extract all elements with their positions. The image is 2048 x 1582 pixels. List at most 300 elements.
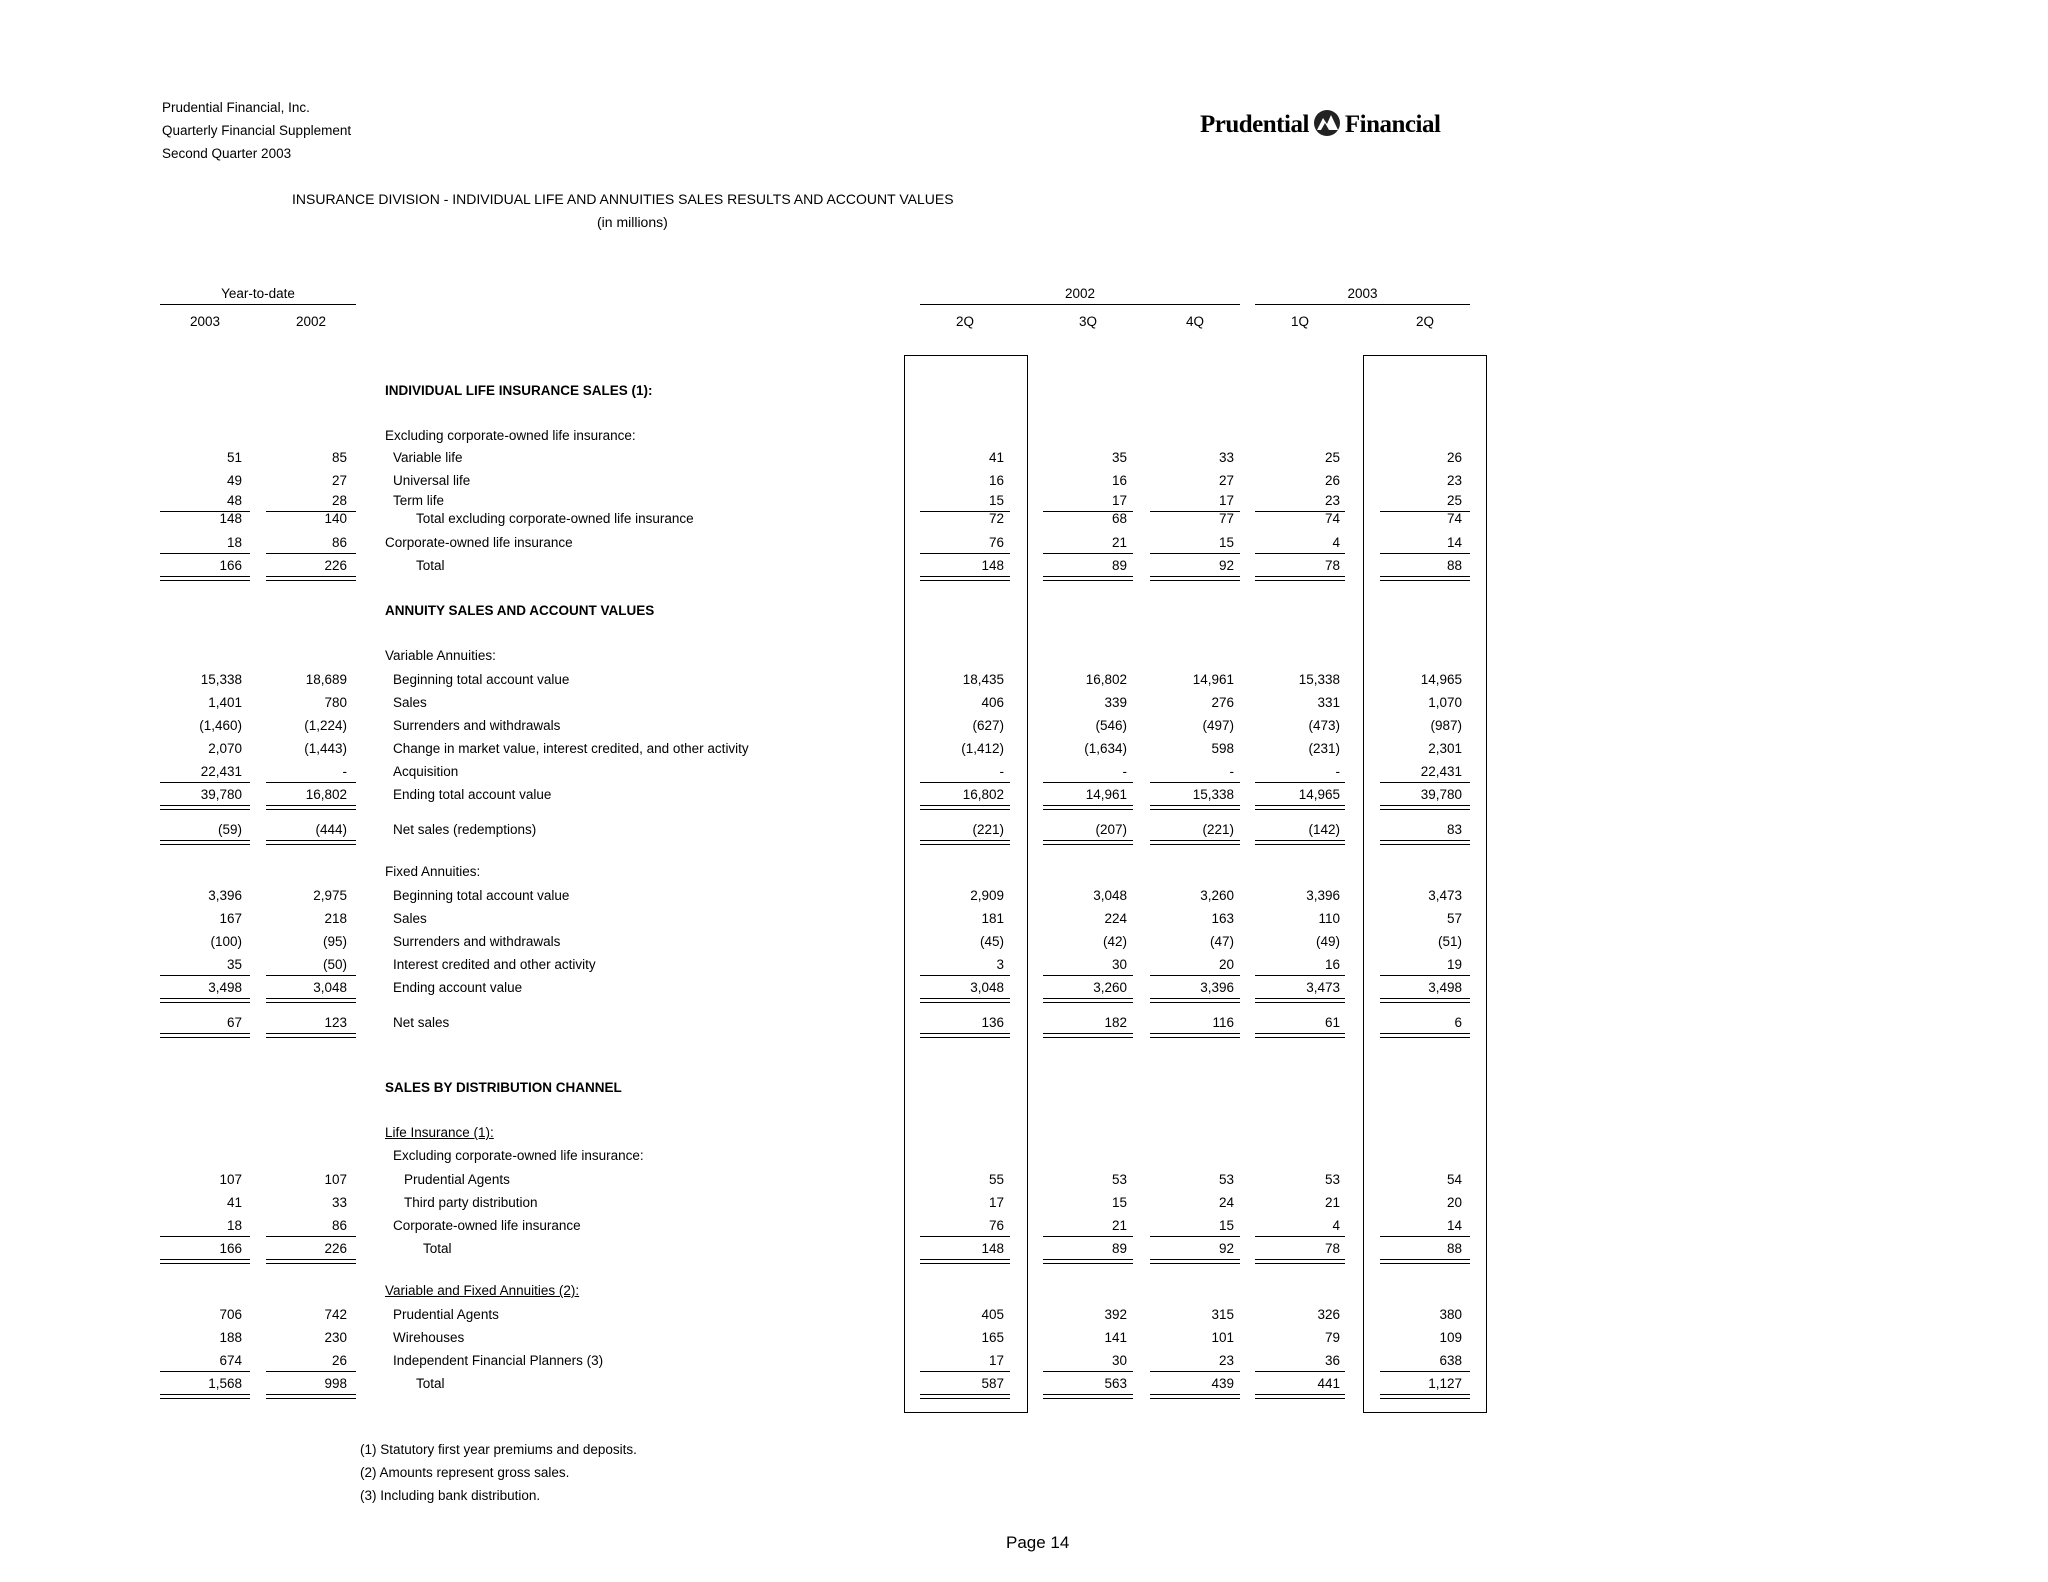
column-rule xyxy=(1380,1394,1470,1395)
cell-value: (42) xyxy=(1102,934,1127,949)
cell-value: 441 xyxy=(1317,1376,1340,1391)
column-rule xyxy=(1380,1259,1470,1260)
row-label: Variable life xyxy=(393,450,463,465)
cell-value: 2,909 xyxy=(970,888,1004,903)
cell-value: 406 xyxy=(981,695,1004,710)
cell-value: 2,975 xyxy=(313,888,347,903)
column-rule xyxy=(160,580,250,581)
row-label: Acquisition xyxy=(393,764,459,779)
column-rule xyxy=(1255,1398,1345,1399)
cell-value: 86 xyxy=(331,535,347,550)
cell-value: 76 xyxy=(988,1218,1004,1233)
column-rule xyxy=(1380,580,1470,581)
column-rule xyxy=(160,844,250,845)
cell-value: 53 xyxy=(1111,1172,1127,1187)
column-rule xyxy=(160,553,250,554)
section-life-sales: INDIVIDUAL LIFE INSURANCE SALES (1): xyxy=(385,383,653,398)
cell-value: 18 xyxy=(226,535,242,550)
cell-value: 21 xyxy=(1111,1218,1127,1233)
cell-value: (987) xyxy=(1430,718,1462,733)
cell-value: (1,412) xyxy=(961,741,1004,756)
cell-value: 3,048 xyxy=(970,980,1004,995)
cell-value: 15,338 xyxy=(1192,787,1234,802)
column-rule xyxy=(1255,844,1345,845)
logo-text-left: Prudential xyxy=(1200,111,1309,138)
cell-value: 15,338 xyxy=(200,672,242,687)
cell-value: 49 xyxy=(226,473,242,488)
cell-value: 4 xyxy=(1332,535,1340,550)
column-rule xyxy=(1150,1394,1240,1395)
cell-value: 54 xyxy=(1446,1172,1462,1187)
cell-value: 148 xyxy=(981,1241,1004,1256)
table-row xyxy=(0,763,1600,781)
column-rule xyxy=(266,840,356,841)
cell-value: 598 xyxy=(1211,741,1234,756)
cell-value: (207) xyxy=(1095,822,1127,837)
column-rule xyxy=(266,1236,356,1237)
column-rule xyxy=(1255,1263,1345,1264)
cell-value: 33 xyxy=(1218,450,1234,465)
cell-value: 326 xyxy=(1317,1307,1340,1322)
column-rule xyxy=(1380,1371,1470,1372)
subsection-dist-life-excl: Excluding corporate-owned life insurance: xyxy=(393,1148,644,1163)
cell-value: 18,435 xyxy=(962,672,1004,687)
column-rule xyxy=(160,1259,250,1260)
cell-value: 25 xyxy=(1324,450,1340,465)
column-rule xyxy=(266,1037,356,1038)
column-rule xyxy=(920,805,1010,806)
cell-value: 23 xyxy=(1324,493,1340,508)
column-rule xyxy=(160,1002,250,1003)
row-label: Independent Financial Planners (3) xyxy=(393,1353,604,1368)
column-rule xyxy=(1150,1259,1240,1260)
row-label: Sales xyxy=(393,695,427,710)
subsection-fixed-annuities: Fixed Annuities: xyxy=(385,864,481,879)
column-rule xyxy=(1255,1037,1345,1038)
ytd-2002-header: 2002 xyxy=(295,314,327,329)
cell-value: 27 xyxy=(1218,473,1234,488)
table-row xyxy=(0,671,1600,689)
cell-value: 182 xyxy=(1104,1015,1127,1030)
cell-value: 218 xyxy=(324,911,347,926)
cell-value: 3,473 xyxy=(1428,888,1462,903)
row-label: Beginning total account value xyxy=(393,672,570,687)
year-2003-header: 2003 xyxy=(1347,286,1378,301)
column-rule xyxy=(1043,1371,1133,1372)
cell-value: 3,260 xyxy=(1093,980,1127,995)
column-rule xyxy=(1043,998,1133,999)
column-rule xyxy=(266,805,356,806)
cell-value: 4 xyxy=(1332,1218,1340,1233)
column-rule xyxy=(1255,1236,1345,1237)
column-rule xyxy=(1380,1033,1470,1034)
row-label: Universal life xyxy=(393,473,471,488)
column-rule xyxy=(160,805,250,806)
table-row xyxy=(0,933,1600,951)
table-row xyxy=(0,740,1600,758)
cell-value: 68 xyxy=(1111,511,1127,526)
cell-value: 27 xyxy=(331,473,347,488)
section-distribution: SALES BY DISTRIBUTION CHANNEL xyxy=(385,1080,622,1095)
table-row xyxy=(0,717,1600,735)
column-rule xyxy=(160,809,250,810)
cell-value: 2,070 xyxy=(208,741,242,756)
cell-value: 226 xyxy=(324,1241,347,1256)
cell-value: 17 xyxy=(1218,493,1234,508)
column-rule xyxy=(1380,1398,1470,1399)
cell-value: 72 xyxy=(988,511,1004,526)
table-row xyxy=(0,887,1600,905)
column-rule xyxy=(920,998,1010,999)
column-rule xyxy=(1380,809,1470,810)
table-row xyxy=(0,472,1600,490)
cell-value: 30 xyxy=(1111,1353,1127,1368)
cell-value: 140 xyxy=(324,511,347,526)
column-rule xyxy=(1043,782,1133,783)
cell-value: 14,961 xyxy=(1085,787,1127,802)
cell-value: 57 xyxy=(1446,911,1462,926)
year-2002-rule xyxy=(920,304,1240,305)
cell-value: 230 xyxy=(324,1330,347,1345)
cell-value: 92 xyxy=(1218,1241,1234,1256)
cell-value: 26 xyxy=(331,1353,347,1368)
column-rule xyxy=(1255,809,1345,810)
cell-value: 22,431 xyxy=(200,764,242,779)
column-rule xyxy=(1043,1398,1133,1399)
column-rule xyxy=(1150,576,1240,577)
row-label: Surrenders and withdrawals xyxy=(393,718,561,733)
column-rule xyxy=(1255,576,1345,577)
row-label: Prudential Agents xyxy=(404,1172,510,1187)
subsection-dist-life: Life Insurance (1): xyxy=(385,1125,494,1140)
cell-value: 148 xyxy=(981,558,1004,573)
cell-value: 24 xyxy=(1218,1195,1234,1210)
column-rule xyxy=(160,1037,250,1038)
column-rule xyxy=(160,1236,250,1237)
row-label: Net sales xyxy=(393,1015,450,1030)
cell-value: 1,401 xyxy=(208,695,242,710)
cell-value: (221) xyxy=(972,822,1004,837)
column-rule xyxy=(1380,782,1470,783)
column-rule xyxy=(1150,809,1240,810)
column-rule xyxy=(920,809,1010,810)
column-rule xyxy=(1043,576,1133,577)
column-rule xyxy=(920,782,1010,783)
column-rule xyxy=(266,1394,356,1395)
row-label: Surrenders and withdrawals xyxy=(393,934,561,949)
column-rule xyxy=(1043,1394,1133,1395)
row-label: Ending total account value xyxy=(393,787,552,802)
cell-value: 16,802 xyxy=(1085,672,1127,687)
row-label: Total excluding corporate-owned life insurance xyxy=(416,511,694,526)
q2-2003-header: 2Q xyxy=(1415,314,1434,329)
column-rule xyxy=(266,844,356,845)
footnote-2: (2) Amounts represent gross sales. xyxy=(360,1465,570,1480)
cell-value: 36 xyxy=(1324,1353,1340,1368)
page-number: Page 14 xyxy=(1006,1533,1070,1552)
cell-value: 92 xyxy=(1218,558,1234,573)
cell-value: 188 xyxy=(219,1330,242,1345)
cell-value: - xyxy=(1229,764,1234,779)
row-label: Prudential Agents xyxy=(393,1307,499,1322)
cell-value: 780 xyxy=(324,695,347,710)
table-row xyxy=(0,1375,1600,1393)
cell-value: 21 xyxy=(1324,1195,1340,1210)
cell-value: 78 xyxy=(1324,1241,1340,1256)
column-rule xyxy=(1255,553,1345,554)
row-label: Beginning total account value xyxy=(393,888,570,903)
subsection-variable-annuities: Variable Annuities: xyxy=(385,648,496,663)
cell-value: 123 xyxy=(324,1015,347,1030)
cell-value: 587 xyxy=(981,1376,1004,1391)
cell-value: (497) xyxy=(1202,718,1234,733)
cell-value: 16 xyxy=(1324,957,1340,972)
column-rule xyxy=(1380,975,1470,976)
cell-value: 20 xyxy=(1446,1195,1462,1210)
column-rule xyxy=(1150,553,1240,554)
column-rule xyxy=(1043,975,1133,976)
column-rule xyxy=(1255,1394,1345,1395)
table-row xyxy=(0,979,1600,997)
cell-value: 339 xyxy=(1104,695,1127,710)
cell-value: 15 xyxy=(1218,1218,1234,1233)
column-rule xyxy=(266,1002,356,1003)
row-label: Third party distribution xyxy=(404,1195,538,1210)
column-rule xyxy=(1255,1371,1345,1372)
footnote-1: (1) Statutory first year premiums and deposits. xyxy=(360,1442,637,1457)
column-rule xyxy=(1255,580,1345,581)
table-row xyxy=(0,1171,1600,1189)
row-label: Corporate-owned life insurance xyxy=(385,535,573,550)
cell-value: 41 xyxy=(988,450,1004,465)
table-row xyxy=(0,956,1600,974)
cell-value: 14,965 xyxy=(1298,787,1340,802)
column-rule xyxy=(266,580,356,581)
row-label: Interest credited and other activity xyxy=(393,957,596,972)
column-rule xyxy=(160,576,250,577)
column-rule xyxy=(266,998,356,999)
column-rule xyxy=(1150,998,1240,999)
cell-value: 380 xyxy=(1439,1307,1462,1322)
cell-value: 563 xyxy=(1104,1376,1127,1391)
company-name: Prudential Financial, Inc. xyxy=(162,100,310,115)
cell-value: 3,396 xyxy=(208,888,242,903)
column-rule xyxy=(160,1371,250,1372)
row-label: Total xyxy=(423,1241,452,1256)
column-rule xyxy=(160,975,250,976)
cell-value: - xyxy=(1335,764,1340,779)
cell-value: 51 xyxy=(226,450,242,465)
cell-value: 3,396 xyxy=(1306,888,1340,903)
cell-value: 3,260 xyxy=(1200,888,1234,903)
column-rule xyxy=(920,1263,1010,1264)
table-row xyxy=(0,786,1600,804)
cell-value: 392 xyxy=(1104,1307,1127,1322)
column-rule xyxy=(1255,1002,1345,1003)
cell-value: 26 xyxy=(1324,473,1340,488)
cell-value: - xyxy=(342,764,347,779)
footnote-3: (3) Including bank distribution. xyxy=(360,1488,541,1503)
cell-value: 16,802 xyxy=(962,787,1004,802)
column-rule xyxy=(920,840,1010,841)
cell-value: 18 xyxy=(226,1218,242,1233)
cell-value: (51) xyxy=(1437,934,1462,949)
ytd-header: Year-to-date xyxy=(221,286,295,301)
cell-value: 6 xyxy=(1454,1015,1462,1030)
cell-value: (473) xyxy=(1308,718,1340,733)
rock-emblem-icon xyxy=(1312,108,1342,138)
column-rule xyxy=(1255,1033,1345,1034)
row-label: Ending account value xyxy=(393,980,523,995)
column-rule xyxy=(160,1398,250,1399)
column-rule xyxy=(266,975,356,976)
column-rule xyxy=(1380,840,1470,841)
cell-value: 107 xyxy=(324,1172,347,1187)
table-row xyxy=(0,1240,1600,1258)
q1-2003-header: 1Q xyxy=(1290,314,1309,329)
column-rule xyxy=(1380,553,1470,554)
column-rule xyxy=(1150,975,1240,976)
cell-value: (100) xyxy=(210,934,242,949)
cell-value: 16 xyxy=(1111,473,1127,488)
cell-value: 33 xyxy=(331,1195,347,1210)
cell-value: 998 xyxy=(324,1376,347,1391)
cell-value: 61 xyxy=(1324,1015,1340,1030)
row-label: Wirehouses xyxy=(393,1330,465,1345)
cell-value: 163 xyxy=(1211,911,1234,926)
cell-value: 22,431 xyxy=(1420,764,1462,779)
column-rule xyxy=(1043,805,1133,806)
table-row xyxy=(0,694,1600,712)
column-rule xyxy=(1380,1263,1470,1264)
cell-value: (1,224) xyxy=(304,718,347,733)
column-rule xyxy=(1150,840,1240,841)
cell-value: (59) xyxy=(217,822,242,837)
row-label: Sales xyxy=(393,911,427,926)
cell-value: 706 xyxy=(219,1307,242,1322)
table-row xyxy=(0,510,1600,528)
cell-value: 148 xyxy=(219,511,242,526)
cell-value: 439 xyxy=(1211,1376,1234,1391)
cell-value: 136 xyxy=(981,1015,1004,1030)
q3-2002-header: 3Q xyxy=(1078,314,1097,329)
cell-value: 405 xyxy=(981,1307,1004,1322)
cell-value: 76 xyxy=(988,535,1004,550)
column-rule xyxy=(160,998,250,999)
column-rule xyxy=(1380,998,1470,999)
cell-value: (627) xyxy=(972,718,1004,733)
column-rule xyxy=(266,782,356,783)
cell-value: 315 xyxy=(1211,1307,1234,1322)
table-row xyxy=(0,1194,1600,1212)
column-rule xyxy=(1150,844,1240,845)
cell-value: (95) xyxy=(322,934,347,949)
cell-value: 67 xyxy=(226,1015,242,1030)
ytd-2003-header: 2003 xyxy=(189,314,221,329)
cell-value: 165 xyxy=(981,1330,1004,1345)
cell-value: (221) xyxy=(1202,822,1234,837)
cell-value: 15 xyxy=(1218,535,1234,550)
cell-value: 3,396 xyxy=(1200,980,1234,995)
column-rule xyxy=(1043,809,1133,810)
cell-value: (1,443) xyxy=(304,741,347,756)
cell-value: 21 xyxy=(1111,535,1127,550)
cell-value: (1,634) xyxy=(1084,741,1127,756)
cell-value: - xyxy=(1122,764,1127,779)
cell-value: 78 xyxy=(1324,558,1340,573)
table-row xyxy=(0,1306,1600,1324)
cell-value: 25 xyxy=(1446,493,1462,508)
subsection-dist-annuities: Variable and Fixed Annuities (2): xyxy=(385,1283,580,1298)
column-rule xyxy=(160,1263,250,1264)
cell-value: 39,780 xyxy=(1420,787,1462,802)
cell-value: 53 xyxy=(1324,1172,1340,1187)
subsection-life-excl: Excluding corporate-owned life insurance: xyxy=(385,428,636,443)
cell-value: 23 xyxy=(1218,1353,1234,1368)
cell-value: 15,338 xyxy=(1298,672,1340,687)
cell-value: 107 xyxy=(219,1172,242,1187)
cell-value: 3,498 xyxy=(1428,980,1462,995)
cell-value: (546) xyxy=(1095,718,1127,733)
table-row xyxy=(0,1014,1600,1032)
column-rule xyxy=(1150,1263,1240,1264)
column-rule xyxy=(1043,553,1133,554)
row-label: Net sales (redemptions) xyxy=(393,822,537,837)
cell-value: 74 xyxy=(1446,511,1462,526)
cell-value: 3,048 xyxy=(313,980,347,995)
column-rule xyxy=(266,809,356,810)
cell-value: 17 xyxy=(1111,493,1127,508)
column-rule xyxy=(1150,1033,1240,1034)
column-rule xyxy=(1380,1037,1470,1038)
table-row xyxy=(0,492,1600,510)
column-rule xyxy=(1043,1259,1133,1260)
column-rule xyxy=(160,1394,250,1395)
cell-value: 1,070 xyxy=(1428,695,1462,710)
cell-value: 35 xyxy=(226,957,242,972)
column-rule xyxy=(920,1371,1010,1372)
quarter-label: Second Quarter 2003 xyxy=(162,146,292,161)
column-rule xyxy=(1150,1002,1240,1003)
column-rule xyxy=(920,1398,1010,1399)
cell-value: 79 xyxy=(1324,1330,1340,1345)
supplement-title: Quarterly Financial Supplement xyxy=(162,123,352,138)
cell-value: 14,965 xyxy=(1420,672,1462,687)
logo-text-right: Financial xyxy=(1344,111,1441,138)
table-row xyxy=(0,1352,1600,1370)
column-rule xyxy=(1043,1037,1133,1038)
cell-value: 166 xyxy=(219,1241,242,1256)
column-rule xyxy=(920,1033,1010,1034)
cell-value: 14,961 xyxy=(1192,672,1234,687)
column-rule xyxy=(1255,840,1345,841)
cell-value: (49) xyxy=(1315,934,1340,949)
column-rule xyxy=(1255,1259,1345,1260)
cell-value: 28 xyxy=(331,493,347,508)
row-label: Corporate-owned life insurance xyxy=(393,1218,581,1233)
cell-value: 116 xyxy=(1212,1015,1234,1030)
report-title: INSURANCE DIVISION - INDIVIDUAL LIFE AND ANNUITIES SALES RESULTS AND ACCOUNT VALUES xyxy=(292,191,954,207)
column-rule xyxy=(266,1263,356,1264)
table-row xyxy=(0,557,1600,575)
column-rule xyxy=(920,1037,1010,1038)
cell-value: 3,498 xyxy=(208,980,242,995)
column-rule xyxy=(1150,1236,1240,1237)
cell-value: 77 xyxy=(1218,511,1234,526)
cell-value: 101 xyxy=(1211,1330,1234,1345)
cell-value: 3 xyxy=(996,957,1004,972)
cell-value: 109 xyxy=(1439,1330,1462,1345)
